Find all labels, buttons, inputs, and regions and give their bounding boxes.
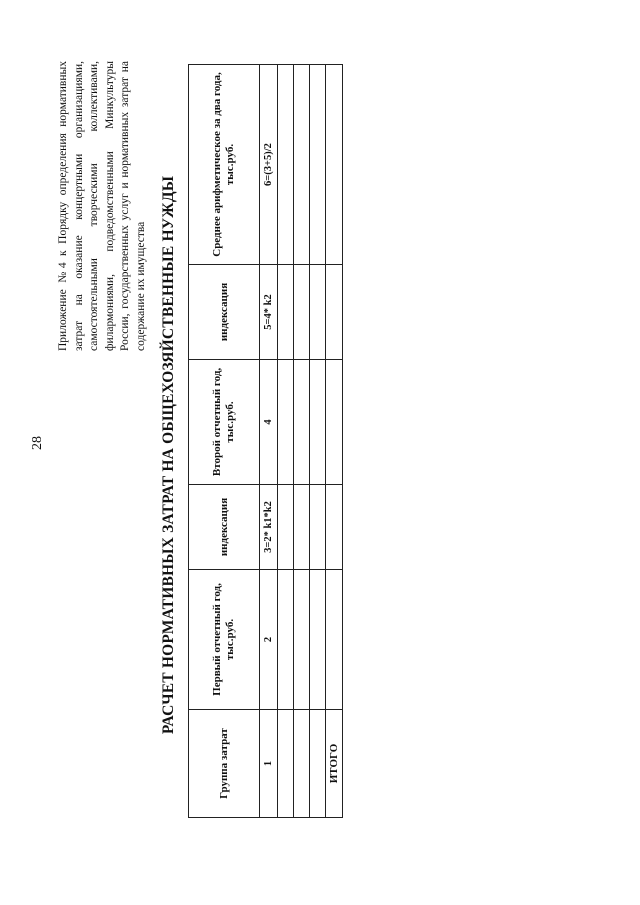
table-header-row — [189, 65, 260, 818]
total-label: ИТОГО — [326, 710, 343, 818]
table-cell: 5=4* k2 — [260, 265, 278, 360]
document-title: РАСЧЕТ НОРМАТИВНЫХ ЗАТРАТ НА ОБЩЕХОЗЯЙСТВЕННЫЕ НУЖДЫ — [160, 175, 177, 735]
table-cell — [278, 710, 294, 818]
table-cell — [310, 65, 326, 265]
table-cell: 1 — [260, 710, 278, 818]
header-second-year: Второй отчетный год, тыс.руб. — [189, 360, 260, 485]
table-cell — [294, 570, 310, 710]
table-cell — [310, 710, 326, 818]
table-cell — [326, 65, 343, 265]
table-row — [310, 65, 326, 818]
table-cell — [278, 570, 294, 710]
table-cell — [294, 65, 310, 265]
table-cell — [294, 485, 310, 570]
table-cell — [310, 485, 326, 570]
table-cell: 6=(3+5)/2 — [260, 65, 278, 265]
page-number: 28 — [30, 436, 45, 450]
table-cell — [310, 265, 326, 360]
table-cell — [294, 265, 310, 360]
table-cell — [310, 360, 326, 485]
table-total-row — [326, 65, 343, 818]
table-cell — [294, 360, 310, 485]
table-cell — [326, 265, 343, 360]
table-cell: 4 — [260, 360, 278, 485]
table-row — [294, 65, 310, 818]
table-cell — [294, 710, 310, 818]
table-cell — [326, 360, 343, 485]
appendix-note: Приложение №4 к Порядку определения нормативных затрат на оказание концертными организациями, самостоятельными творческими коллективами, филармониями, подведомственными Минкультуры России, государственных услуг и нормативных затрат на содержание их имущества — [57, 61, 147, 351]
table-cell: 3=2* k1*k2 — [260, 485, 278, 570]
table-cell — [326, 485, 343, 570]
header-average: Среднее арифметическое за два года, тыс.руб. — [189, 65, 260, 265]
table-cell — [326, 570, 343, 710]
header-indexation-2: индексация — [189, 265, 260, 360]
header-first-year: Первый отчетный год, тыс.руб. — [189, 570, 260, 710]
table-cell — [310, 570, 326, 710]
header-cost-group: Группа затрат — [189, 710, 260, 818]
table-numbering-row — [260, 65, 278, 818]
cost-table — [188, 64, 343, 818]
table-row — [278, 65, 294, 818]
table-cell — [278, 265, 294, 360]
header-indexation-1: индексация — [189, 485, 260, 570]
table-cell — [278, 485, 294, 570]
table-cell: 2 — [260, 570, 278, 710]
table-cell — [278, 65, 294, 265]
table-cell — [278, 360, 294, 485]
